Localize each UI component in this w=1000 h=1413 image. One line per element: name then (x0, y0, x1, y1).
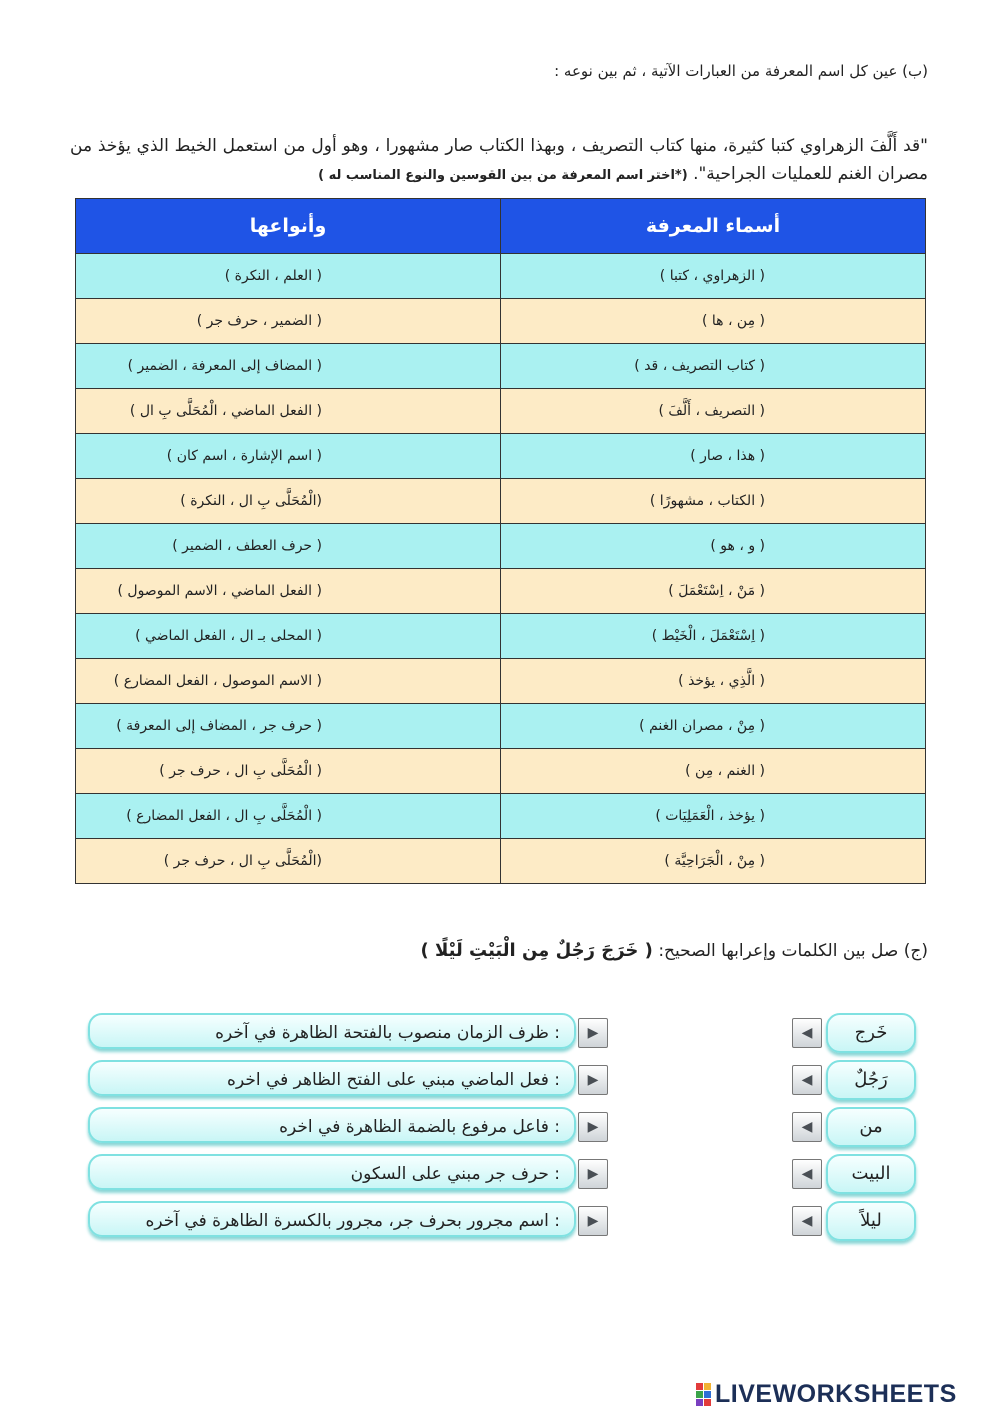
table-row (76, 794, 926, 839)
table-row (76, 749, 926, 794)
liveworksheets-logo (696, 1381, 996, 1407)
match-definition-3[interactable]: : فاعل مرفوع بالضمة الظاهرة في اخره (88, 1107, 576, 1143)
type-cell[interactable]: (الْمُحَلَّى بِ ال ، حرف جر ) (76, 839, 501, 884)
exercise-j-heading (68, 940, 928, 961)
exercise-b-heading: (ب) عين كل اسم المعرفة من العبارات الآتية ، ثم بين نوعه : (554, 62, 928, 80)
type-cell[interactable]: (الْمُحَلَّى بِ ال ، النكرة ) (76, 479, 501, 524)
type-cell[interactable]: ( المضاف إلى المعرفة ، الضمير ) (76, 344, 501, 389)
arrow-right-icon[interactable]: ▶ (578, 1159, 608, 1189)
table-row (76, 344, 926, 389)
table-row (76, 704, 926, 749)
table-row (76, 659, 926, 704)
type-cell[interactable]: ( اسم الإشارة ، اسم كان ) (76, 434, 501, 479)
arrow-left-icon[interactable]: ◀ (792, 1206, 822, 1236)
name-cell[interactable]: ( الكتاب ، مشهورًا ) (501, 479, 926, 524)
table-row (76, 614, 926, 659)
table-row (76, 434, 926, 479)
match-word-1[interactable]: خَرج (826, 1013, 916, 1053)
name-cell[interactable]: ( الغنم ، مِن ) (501, 749, 926, 794)
name-cell[interactable]: ( و ، هو ) (501, 524, 926, 569)
arrow-left-icon[interactable]: ◀ (792, 1112, 822, 1142)
type-cell[interactable]: ( العلم ، النكرة ) (76, 254, 501, 299)
exercise-j-sentence: ( خَرَجَ رَجُلٌ مِن الْبَيْتِ لَيْلًا ) (420, 940, 653, 961)
table-header-row (76, 199, 926, 254)
match-definition-4[interactable]: : حرف جر مبني على السكون (88, 1154, 576, 1190)
type-cell[interactable]: ( الفعل الماضي ، الْمُحَلَّى بِ ال ) (76, 389, 501, 434)
name-cell[interactable]: ( مِنْ ، الْجَرَاحِيَّة ) (501, 839, 926, 884)
type-cell[interactable]: ( حرف جر ، المضاف إلى المعرفة ) (76, 704, 501, 749)
type-cell[interactable]: ( الْمُحَلَّى بِ ال ، حرف جر ) (76, 749, 501, 794)
type-cell[interactable]: ( الفعل الماضي ، الاسم الموصول ) (76, 569, 501, 614)
arrow-left-icon[interactable]: ◀ (792, 1065, 822, 1095)
name-cell[interactable]: ( هذا ، صار ) (501, 434, 926, 479)
name-cell[interactable]: ( الَّذِي ، يؤخذ ) (501, 659, 926, 704)
arrow-right-icon[interactable]: ▶ (578, 1112, 608, 1142)
arrow-left-icon[interactable]: ◀ (792, 1018, 822, 1048)
type-cell[interactable]: ( حرف العطف ، الضمير ) (76, 524, 501, 569)
name-cell[interactable]: ( اِسْتَعْمَلَ ، الْخَيْط ) (501, 614, 926, 659)
name-cell[interactable]: ( كتاب التصريف ، قد ) (501, 344, 926, 389)
name-cell[interactable]: ( التصريف ، أَلَّفَ ) (501, 389, 926, 434)
header-names: أسماء المعرفة (501, 199, 926, 254)
arrow-right-icon[interactable]: ▶ (578, 1018, 608, 1048)
logo-blocks-icon (696, 1383, 711, 1406)
type-cell[interactable]: ( الاسم الموصول ، الفعل المضارع ) (76, 659, 501, 704)
table-row (76, 524, 926, 569)
name-cell[interactable]: ( مِن ، ها ) (501, 299, 926, 344)
match-definition-2[interactable]: : فعل الماضي مبني على الفتح الظاهر في اخره (88, 1060, 576, 1096)
table-row (76, 839, 926, 884)
arrow-right-icon[interactable]: ▶ (578, 1065, 608, 1095)
match-word-4[interactable]: البيت (826, 1154, 916, 1194)
exercise-j-instruction: (ج) صل بين الكلمات وإعرابها الصحيح: (658, 941, 928, 961)
table-row (76, 389, 926, 434)
name-cell[interactable]: ( يؤخذ ، الْعَمَلِيَات ) (501, 794, 926, 839)
knowledge-table (75, 198, 926, 884)
match-definition-1[interactable]: : ظرف الزمان منصوب بالفتحة الظاهرة في آخره (88, 1013, 576, 1049)
type-cell[interactable]: ( الْمُحَلَّى بِ ال ، الفعل المضارع ) (76, 794, 501, 839)
match-definition-5[interactable]: : اسم مجرور بحرف جر، مجرور بالكسرة الظاهرة في آخره (88, 1201, 576, 1237)
passage-note: (*اختر اسم المعرفة من بين القوسين والنوع المناسب له ) (318, 168, 688, 183)
passage (70, 132, 928, 190)
match-word-5[interactable]: ليلاً (826, 1201, 916, 1241)
type-cell[interactable]: ( الضمير ، حرف جر ) (76, 299, 501, 344)
type-cell[interactable]: ( المحلى بـ ال ، الفعل الماضي ) (76, 614, 501, 659)
table-row (76, 254, 926, 299)
logo-text: LIVEWORKSHEETS (715, 1379, 957, 1408)
name-cell[interactable]: ( الزهراوي ، كتبا ) (501, 254, 926, 299)
table-row (76, 569, 926, 614)
name-cell[interactable]: ( مَنْ ، اِسْتَعْمَلَ ) (501, 569, 926, 614)
passage-text: "قد أَلَّفَ الزهراوي كتبا كثيرة، منها كتاب التصريف ، وبهذا الكتاب صار مشهورا ، وهو أول من استعمل الخيط الذي يؤخذ من مصران الغنم للعمليات الجراحية". (70, 136, 928, 184)
name-cell[interactable]: ( مِنْ ، مصران الغنم ) (501, 704, 926, 749)
arrow-right-icon[interactable]: ▶ (578, 1206, 608, 1236)
table-row (76, 479, 926, 524)
header-types: وأنواعها (76, 199, 501, 254)
table-row (76, 299, 926, 344)
match-word-2[interactable]: رَجُلٌ (826, 1060, 916, 1100)
match-word-3[interactable]: من (826, 1107, 916, 1147)
arrow-left-icon[interactable]: ◀ (792, 1159, 822, 1189)
